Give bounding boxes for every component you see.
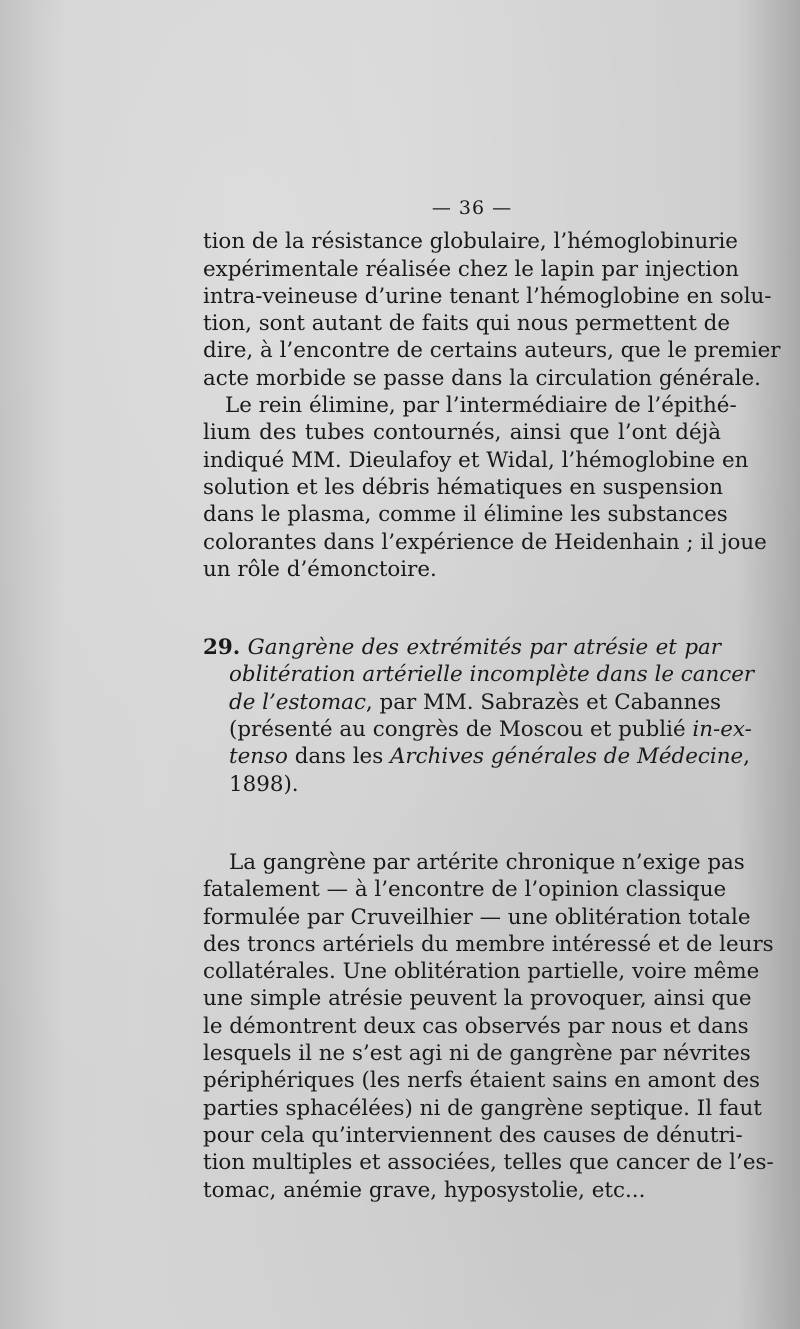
section-title-line: [203, 634, 721, 661]
text-line: pour cela qu’interviennent des causes de dénutri-: [203, 1122, 743, 1148]
page-text: [203, 195, 781, 1204]
journal-title: Archives générales de Médecine: [389, 744, 744, 770]
section-line: tenso dans les Archives générales de Médecine,: [229, 744, 750, 770]
text-line: lesquels il ne s’est agi ni de gangrène par névrites: [203, 1041, 751, 1067]
text-line: une simple atrésie peuvent la provoquer, ainsi que: [203, 986, 752, 1012]
text-line: tion multiples et associées, telles que cancer de l’es-: [203, 1150, 774, 1176]
text-line: La gangrène par artérite chronique n’exige pas: [229, 849, 745, 875]
text-line: fatalement — à l’encontre de l’opinion classique: [203, 877, 727, 903]
text-line: des troncs artériels du membre intéressé et de leurs: [203, 931, 774, 957]
paragraph-3: [203, 849, 774, 1204]
text-line: collatérales. Une oblitération partielle, voire même: [203, 959, 760, 985]
paragraph-2: [203, 392, 767, 583]
text-line: le démontrent deux cas observés par nous et dans: [203, 1013, 749, 1039]
text-line: tomac, anémie grave, hyposystolie, etc...: [203, 1177, 646, 1203]
section-number: 29.: [203, 635, 241, 661]
text-line: acte morbide se passe dans la circulation générale.: [203, 365, 761, 391]
text-line: lium des tubes contournés, ainsi que l’ont déjà: [203, 420, 721, 446]
text-line: indiqué MM. Dieulafoy et Widal, l’hémoglobine en: [203, 447, 749, 473]
text-line: Le rein élimine, par l’intermédiaire de l’épithé-: [225, 393, 737, 419]
section-line: 1898).: [229, 771, 299, 797]
page-number: — 36 —: [431, 197, 513, 219]
text-line: expérimentale réalisée chez le lapin par injection: [203, 256, 739, 282]
text-line: dans le plasma, comme il élimine les substances: [203, 502, 728, 528]
text-line: intra-veineuse d’urine tenant l’hémoglobine en solu-: [203, 283, 772, 309]
section-authors: , par MM. Sabrazès et Cabannes: [365, 689, 721, 715]
section-29: [203, 634, 755, 798]
text-line: tion de la résistance globulaire, l’hémoglobinurie: [203, 229, 738, 255]
section-title-line: de l’estomac, par MM. Sabrazès et Cabannes: [229, 689, 721, 715]
section-title: Gangrène des extrémités par atrésie et par: [247, 635, 721, 661]
text-line: parties sphacélées) ni de gangrène septique. Il faut: [203, 1095, 762, 1121]
text-line: solution et les débris hématiques en suspension: [203, 474, 723, 500]
section-line: (présenté au congrès de Moscou et publié in-ex-: [229, 717, 752, 743]
text-line: tion, sont autant de faits qui nous permettent de: [203, 311, 731, 337]
text-line: périphériques (les nerfs étaient sains en amont des: [203, 1068, 760, 1094]
text-line: un rôle d’émonctoire.: [203, 556, 437, 582]
section-title-line: oblitération artérielle incomplète dans le cancer: [229, 662, 755, 688]
paragraph-1: [203, 228, 781, 392]
text-line: formulée par Cruveilhier — une oblitération totale: [203, 904, 751, 930]
text-line: colorantes dans l’expérience de Heidenhain ; il joue: [203, 529, 767, 555]
text-line: dire, à l’encontre de certains auteurs, que le premier: [203, 338, 781, 364]
